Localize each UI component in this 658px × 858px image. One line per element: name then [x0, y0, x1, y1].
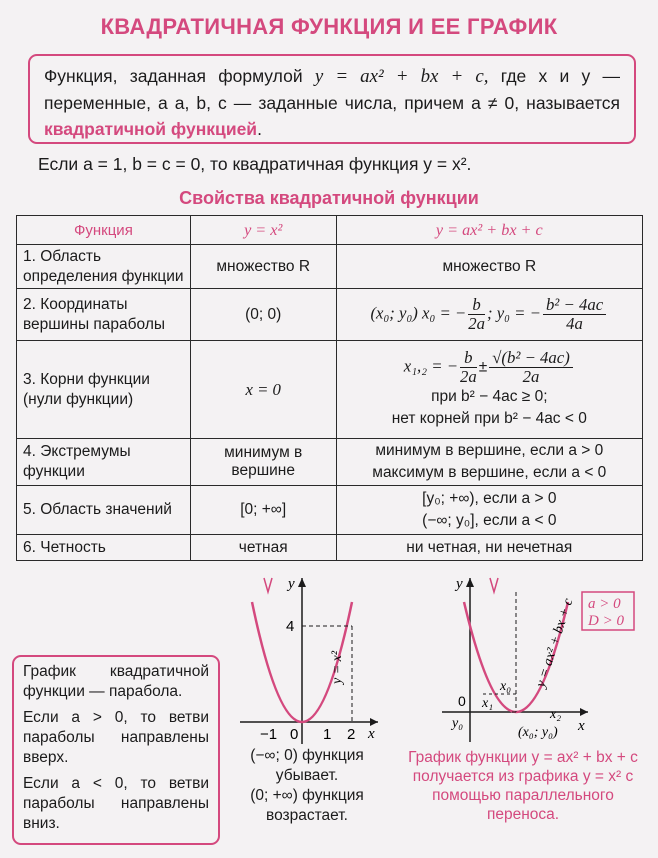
- legend-a: a > 0: [588, 596, 621, 612]
- x-arrow-icon: [580, 708, 588, 716]
- row-range-name: 5. Область значений: [17, 486, 191, 535]
- definition-text-2: где x и y — переменные, а a, b, c — заданные числа, причем a ≠ 0, называется: [44, 66, 620, 113]
- arrow-down-icon: [490, 578, 498, 592]
- row-range-general: [y₀; +∞), если a > 0 (−∞; y₀], если a < 0: [336, 486, 642, 535]
- graph1-caption: [232, 746, 382, 826]
- curve-label: y = x²: [330, 650, 345, 684]
- label-vertex: (x₀; y₀): [518, 725, 558, 740]
- info-parabola: График квадратичной функции — парабола.: [23, 663, 209, 700]
- row-parity-general: ни четная, ни нечетная: [336, 535, 642, 561]
- y-axis-label: y: [456, 576, 463, 592]
- row-domain-general: множество R: [336, 245, 642, 289]
- row-domain-name: 1. Область определения функции: [17, 245, 191, 289]
- arrow-down-icon: [264, 578, 272, 592]
- row-roots-simple: x = 0: [190, 341, 336, 439]
- row-extremum-simple: минимум в вершине: [190, 439, 336, 486]
- row-extremum-general: минимум в вершине, если a > 0 максимум в вершине, если a < 0: [336, 439, 642, 486]
- x-tick-1: 1: [323, 726, 332, 743]
- x-tick-2: 2: [347, 726, 356, 743]
- curve-label: y = ax² + bx + c: [533, 596, 577, 690]
- label-y0: y₀: [452, 716, 464, 731]
- special-case-line: Если a = 1, b = c = 0, то квадратичная функция y = x².: [38, 154, 472, 174]
- properties-table: [16, 215, 643, 561]
- row-roots-name: 3. Корни функции (нули функции): [17, 341, 191, 439]
- row-roots-general: x₁,₂ = − $\frac{b}{2a}$ ± $\frac{\text{√(b² − 4ac)}}{2a}$ при b² − 4ac ≥ 0; нет корней при b² − 4ac < 0: [336, 341, 642, 439]
- table-row: [17, 245, 643, 289]
- header-function: Функция: [17, 216, 191, 245]
- label-zero: 0: [458, 693, 466, 709]
- graph1-increasing: (0; +∞) функция возрастает.: [250, 787, 364, 824]
- table-header-row: [17, 216, 643, 245]
- definition-end: .: [257, 119, 262, 139]
- table-row: [17, 486, 643, 535]
- row-extremum-name: 4. Экстремумы функции: [17, 439, 191, 486]
- roots-condition-2: нет корней при b² − 4ac < 0: [391, 410, 587, 427]
- graph-general-quadratic: [440, 572, 650, 747]
- x-arrow-icon: [370, 718, 378, 726]
- header-simple: y = x²: [190, 216, 336, 245]
- y-arrow-icon: [298, 578, 306, 587]
- row-parity-name: 6. Четность: [17, 535, 191, 561]
- row-vertex-simple: (0; 0): [190, 289, 336, 341]
- info-branches-down: Если a < 0, то ветви параболы направлены вниз.: [23, 775, 209, 832]
- graph2-caption: График функции y = ax² + bx + c получается из графика y = x² с помощью параллельного переноса.: [408, 749, 638, 823]
- info-branches-up: Если a > 0, то ветви параболы направлены вверх.: [23, 709, 209, 766]
- y-arrow-icon: [466, 578, 474, 587]
- row-vertex-general: (x₀; y₀) x₀ = − $\frac{b}{2a}$ ; y₀ = − $\frac{\text{b² − 4ac}}{4a}$: [336, 289, 642, 341]
- definition-box: [28, 54, 636, 144]
- definition-formula: y = ax² + bx + c,: [314, 66, 489, 87]
- label-x1: x₁: [482, 696, 494, 711]
- row-vertex-name: 2. Координаты вершины параболы: [17, 289, 191, 341]
- row-domain-simple: множество R: [190, 245, 336, 289]
- table-row: [17, 341, 643, 439]
- roots-condition-1: при b² − 4ac ≥ 0;: [431, 388, 548, 405]
- row-range-simple: [0; +∞]: [190, 486, 336, 535]
- table-row: [17, 535, 643, 561]
- page-title: КВАДРАТИЧНАЯ ФУНКЦИЯ И ЕЕ ГРАФИК: [100, 14, 558, 39]
- properties-title: Свойства квадратичной функции: [179, 188, 479, 208]
- x-axis-label: x: [368, 726, 375, 742]
- definition-term: квадратичной функцией: [44, 119, 258, 139]
- info-box: [12, 655, 220, 845]
- label-x2: x₂: [550, 707, 562, 722]
- x-tick-0: 0: [290, 726, 299, 743]
- x-tick-minus1: −1: [260, 726, 278, 743]
- y-axis-label: y: [288, 576, 295, 592]
- y-tick-4: 4: [286, 618, 295, 635]
- header-general: y = ax² + bx + c: [336, 216, 642, 245]
- row-parity-simple: четная: [190, 535, 336, 561]
- legend-d: D > 0: [588, 613, 624, 629]
- graph1-decreasing: (−∞; 0) функция убывает.: [250, 747, 364, 784]
- label-x0: x₀: [500, 679, 512, 694]
- definition-text-1: Функция, заданная формулой: [44, 66, 303, 86]
- table-row: [17, 289, 643, 341]
- graph-x-squared: [232, 572, 382, 747]
- x-axis-label: x: [578, 718, 585, 734]
- table-row: [17, 439, 643, 486]
